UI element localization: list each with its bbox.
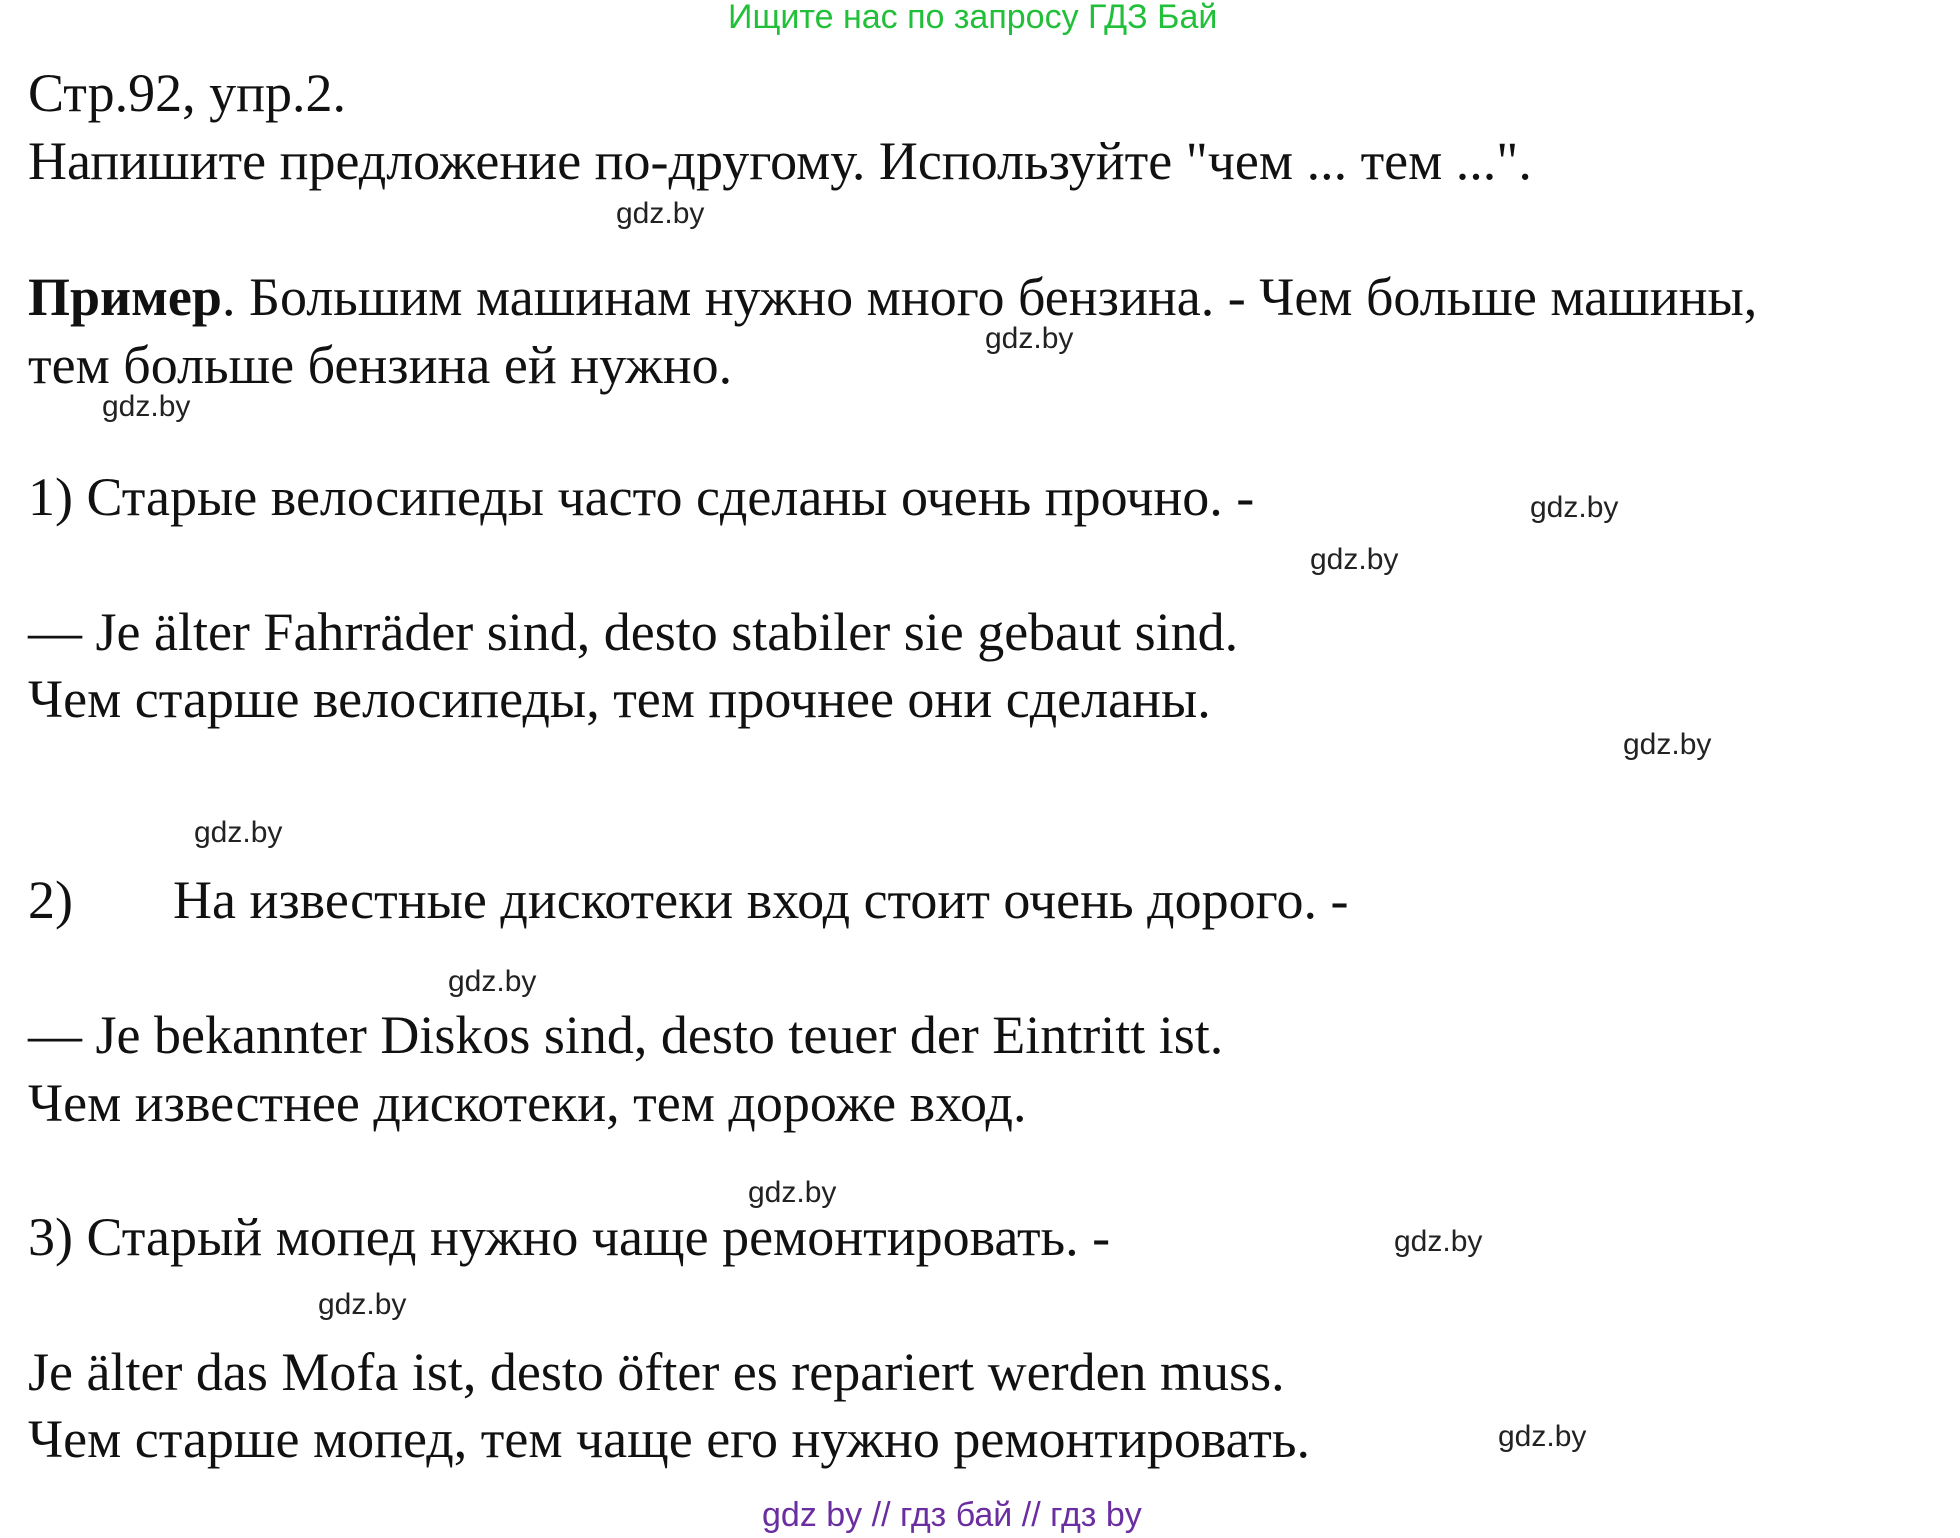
exercise-2-german: — Je bekannter Diskos sind, desto teuer der Eintritt ist. xyxy=(28,1005,1224,1065)
instruction-text: Напишите предложение по-другому. Используйте "чем ... тем ...". xyxy=(28,131,1532,191)
watermark: gdz.by xyxy=(616,197,705,230)
example-line-1 xyxy=(28,267,1758,327)
exercise-2-russian: Чем известнее дискотеки, тем дороже вход. xyxy=(28,1073,1027,1133)
watermark: gdz.by xyxy=(1498,1420,1587,1453)
top-banner: Ищите нас по запросу ГДЗ Бай xyxy=(728,0,1218,36)
watermark: gdz.by xyxy=(1530,491,1619,524)
page-reference: Стр.92, упр.2. xyxy=(28,63,346,123)
exercise-3-prompt-text: Старый мопед нужно чаще ремонтировать. - xyxy=(86,1207,1111,1267)
exercise-1-russian: Чем старше велосипеды, тем прочнее они сделаны. xyxy=(28,669,1211,729)
exercise-3-german: Je älter das Mofa ist, desto öfter es repariert werden muss. xyxy=(28,1342,1285,1402)
exercise-2-prompt xyxy=(28,870,1349,930)
footer-links: gdz by // гдз бай // гдз by xyxy=(762,1496,1142,1534)
watermark: gdz.by xyxy=(194,816,283,849)
example-line-2: тем больше бензина ей нужно. xyxy=(28,335,733,395)
watermark: gdz.by xyxy=(748,1176,837,1209)
exercise-1-prompt xyxy=(28,467,1255,527)
exercise-2-prompt-text: На известные дискотеки вход стоит очень дорого. - xyxy=(172,870,1349,930)
watermark: gdz.by xyxy=(318,1288,407,1321)
exercise-3-russian: Чем старше мопед, тем чаще его нужно ремонтировать. xyxy=(28,1409,1310,1469)
exercise-1-prompt-text: Старые велосипеды часто сделаны очень прочно. - xyxy=(86,467,1255,527)
watermark: gdz.by xyxy=(985,322,1074,355)
watermark: gdz.by xyxy=(1310,543,1399,576)
example-text: . Большим машинам нужно много бензина. - Чем больше машины, xyxy=(221,267,1758,327)
example-label: Пример xyxy=(28,267,222,327)
watermark: gdz.by xyxy=(1623,728,1712,761)
exercise-1-number: 1) xyxy=(28,467,73,527)
watermark: gdz.by xyxy=(102,390,191,423)
watermark: gdz.by xyxy=(448,965,537,998)
exercise-2-number: 2) xyxy=(28,870,73,930)
exercise-3-prompt xyxy=(28,1207,1111,1267)
exercise-1-german: — Je älter Fahrräder sind, desto stabiler sie gebaut sind. xyxy=(28,602,1239,662)
watermark: gdz.by xyxy=(1394,1225,1483,1258)
exercise-3-number: 3) xyxy=(28,1207,73,1267)
